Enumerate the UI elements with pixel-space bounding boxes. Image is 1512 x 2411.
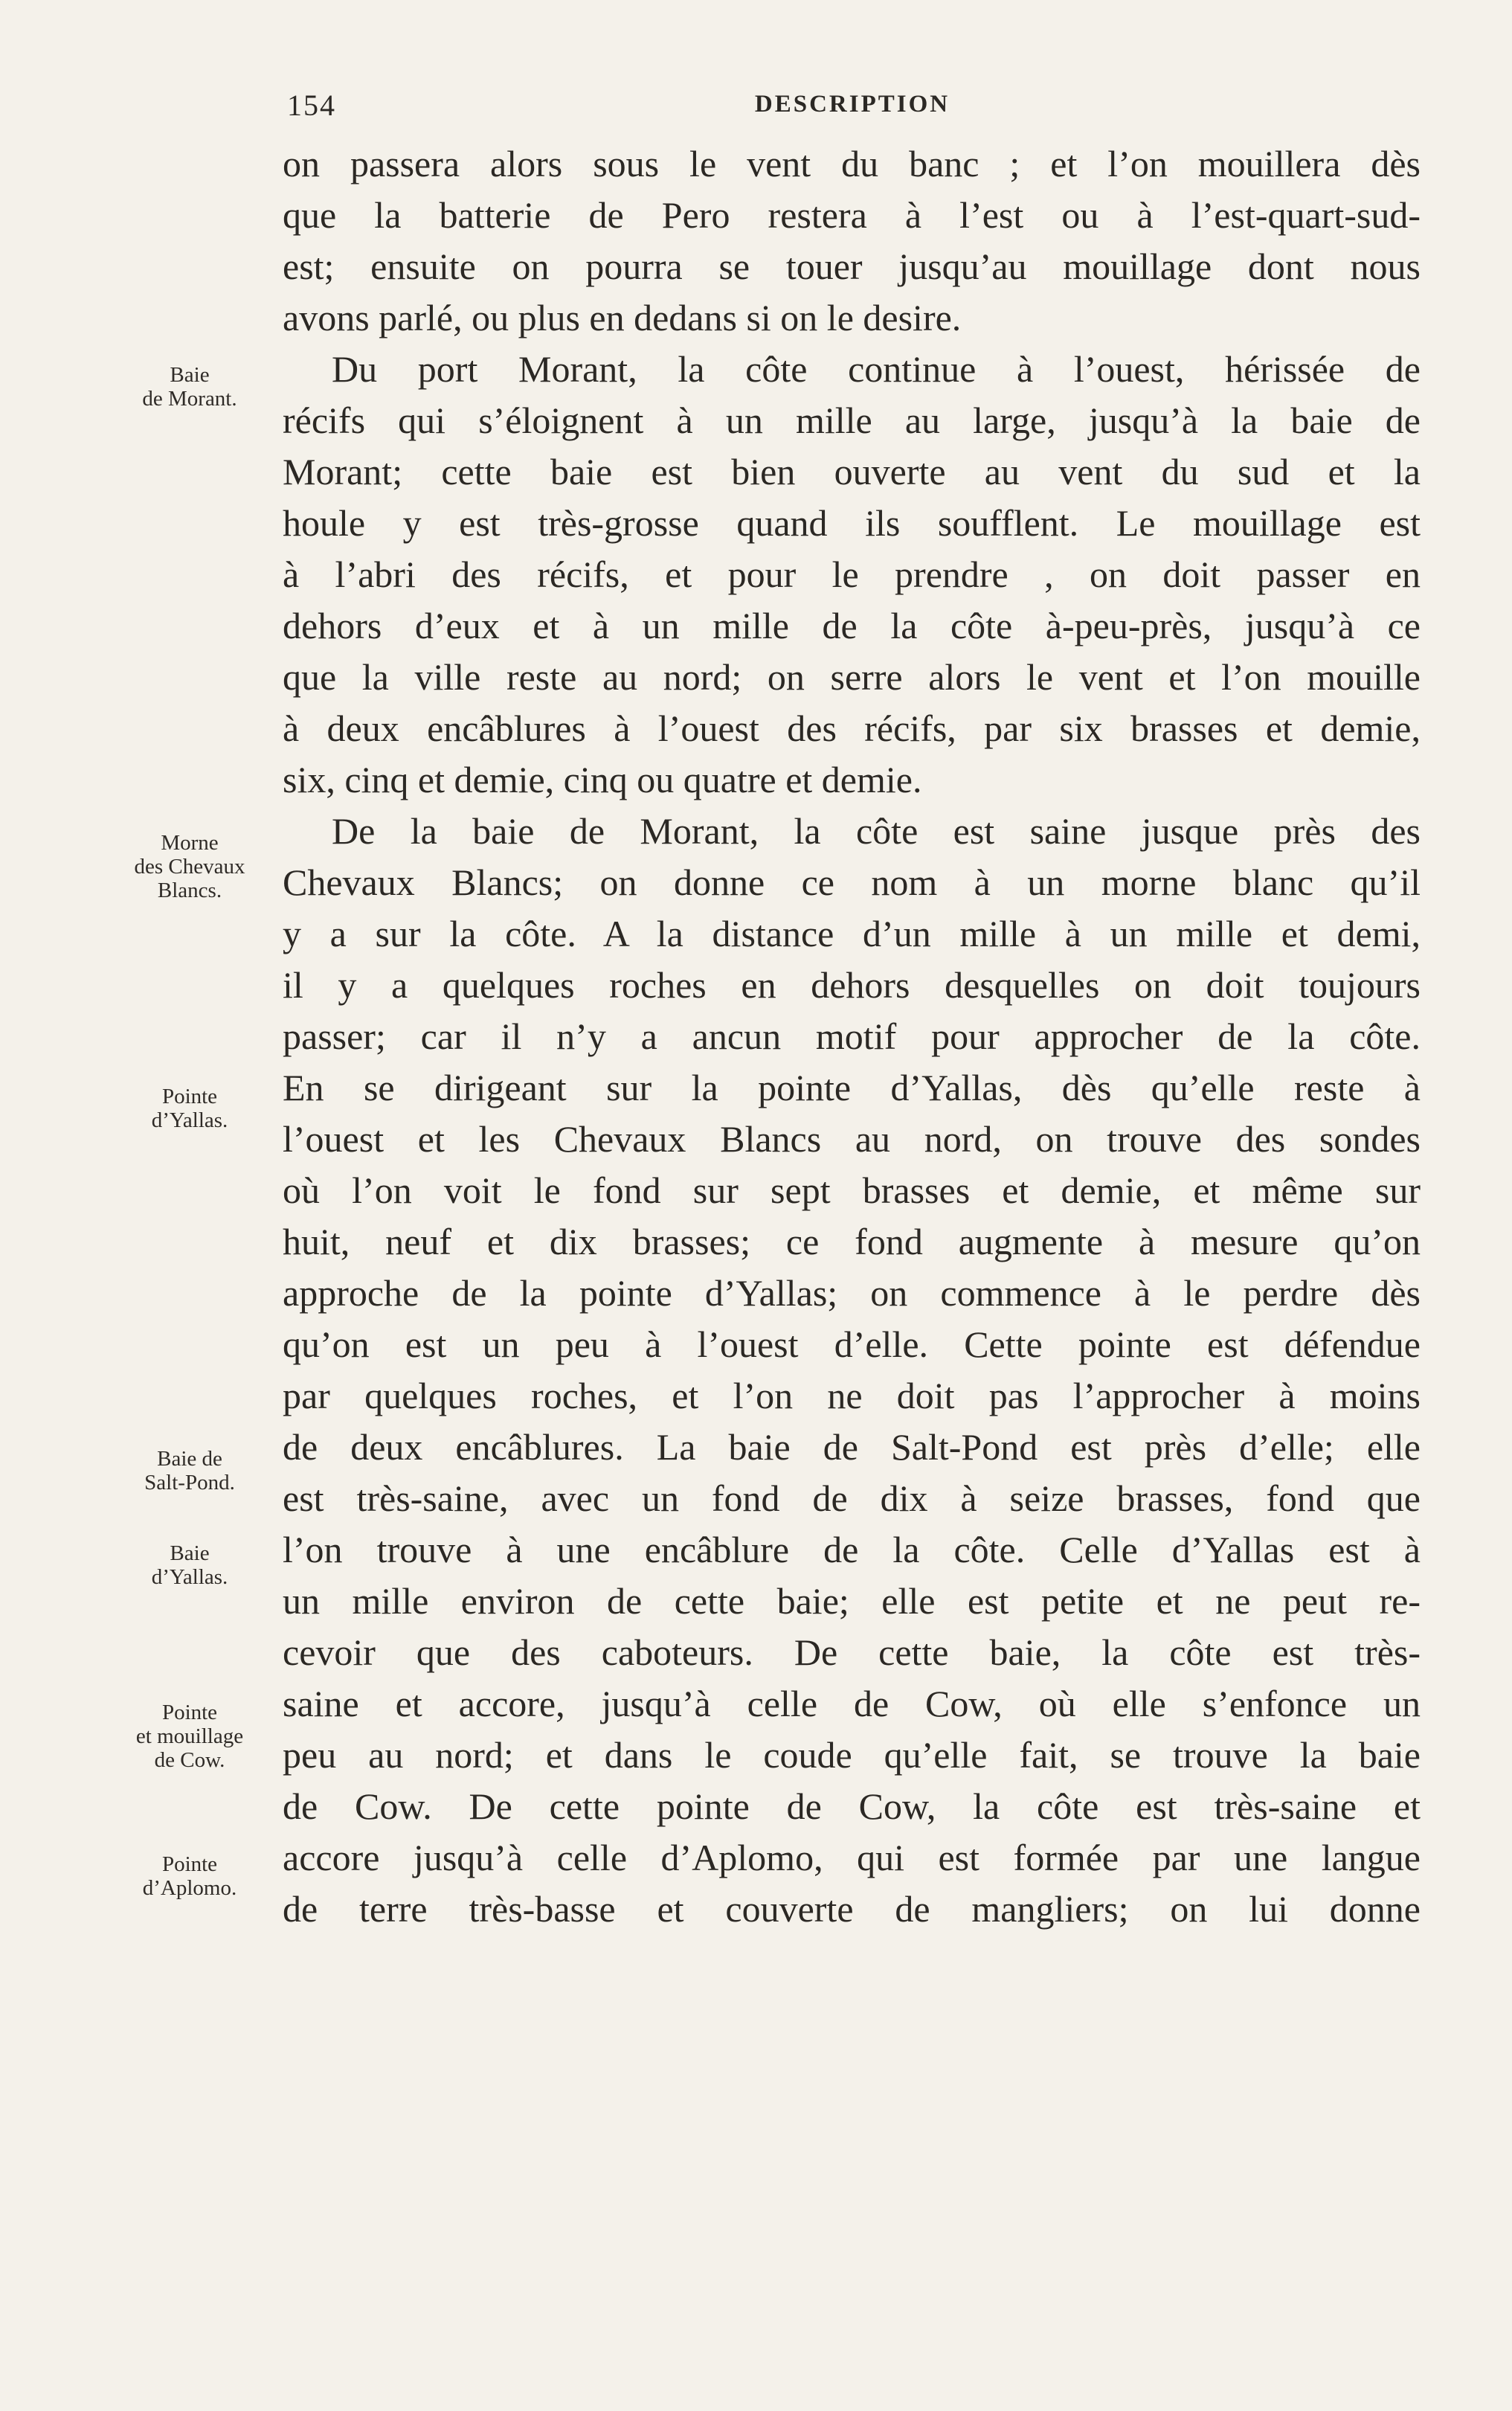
text-line: par quelques roches, et l’on ne doit pas l’approcher à moins [283, 1375, 1421, 1416]
margin-note-morne-chevaux-blancs: Morne des Chevaux Blancs. [134, 831, 245, 902]
text-line: approche de la pointe d’Yallas; on commence à le perdre dès [283, 1272, 1421, 1314]
running-title: DESCRIPTION [754, 91, 950, 118]
text-line: saine et accore, jusqu’à celle de Cow, où elle s’enfonce un [283, 1683, 1421, 1724]
text-line: récifs qui s’éloignent à un mille au large, jusqu’à la baie de [283, 399, 1421, 441]
body-text [283, 138, 1421, 1935]
page-number: 154 [287, 89, 336, 122]
text-line: six, cinq et demie, cinq ou quatre et demie. [283, 759, 922, 800]
text-line: Morant; cette baie est bien ouverte au vent du sud et la [283, 451, 1421, 492]
page-header [284, 88, 1421, 132]
text-line: l’ouest et les Chevaux Blancs au nord, on trouve des sondes [283, 1118, 1421, 1160]
text-line: dehors d’eux et à un mille de la côte à-peu-près, jusqu’à ce [283, 605, 1421, 646]
text-line: Du port Morant, la côte continue à l’ouest, hérissée de [332, 348, 1421, 390]
text-line: avons parlé, ou plus en dedans si on le desire. [283, 297, 962, 338]
text-line: y a sur la côte. A la distance d’un mille à un mille et demi, [283, 913, 1421, 954]
text-line: que la batterie de Pero restera à l’est ou à l’est-quart-sud- [283, 194, 1421, 236]
text-line: Chevaux Blancs; on donne ce nom à un morne blanc qu’il [283, 861, 1421, 903]
margin-note-pointe-aplomo: Pointe d’Aplomo. [142, 1852, 237, 1900]
text-line: de deux encâblures. La baie de Salt-Pond est près d’elle; elle [283, 1426, 1421, 1468]
text-line: huit, neuf et dix brasses; ce fond augmente à mesure qu’on [283, 1221, 1421, 1262]
margin-note-pointe-mouillage-cow: Pointe et mouillage de Cow. [135, 1701, 244, 1772]
text-line: est très-saine, avec un fond de dix à seize brasses, fond que [283, 1477, 1421, 1519]
text-line: peu au nord; et dans le coude qu’elle fait, se trouve la baie [283, 1734, 1421, 1776]
text-line: un mille environ de cette baie; elle est petite et ne peut re- [283, 1580, 1421, 1622]
text-line: De la baie de Morant, la côte est saine jusque près des [332, 810, 1421, 852]
margin-note-baie-salt-pond: Baie de Salt-Pond. [144, 1447, 235, 1495]
text-line: où l’on voit le fond sur sept brasses et demie, et même sur [283, 1169, 1421, 1211]
text-line: houle y est très-grosse quand ils soufflent. Le mouillage est [283, 502, 1421, 544]
text-line: accore jusqu’à celle d’Aplomo, qui est formée par une langue [283, 1837, 1421, 1878]
text-line: l’on trouve à une encâblure de la côte. Celle d’Yallas est à [283, 1529, 1421, 1570]
text-line: à deux encâblures à l’ouest des récifs, par six brasses et demie, [283, 707, 1421, 749]
text-line: de terre très-basse et couverte de mangliers; on lui donne [283, 1888, 1421, 1930]
text-line: cevoir que des caboteurs. De cette baie, la côte est très- [283, 1631, 1421, 1673]
text-line: est; ensuite on pourra se touer jusqu’au mouillage dont nous [283, 245, 1421, 287]
text-line: de Cow. De cette pointe de Cow, la côte est très-saine et [283, 1785, 1421, 1827]
text-line: qu’on est un peu à l’ouest d’elle. Cette pointe est défendue [283, 1323, 1421, 1365]
text-line: à l’abri des récifs, et pour le prendre , on doit passer en [283, 553, 1421, 595]
text-line: passer; car il n’y a ancun motif pour approcher de la côte. [283, 1015, 1421, 1057]
text-line: on passera alors sous le vent du banc ; et l’on mouillera dès [283, 143, 1421, 184]
margin-note-pointe-yallas: Pointe d’Yallas. [151, 1085, 228, 1132]
text-line: il y a quelques roches en dehors desquelles on doit toujours [283, 964, 1421, 1006]
margin-note-baie-de-morant: Baie de Morant. [142, 363, 237, 411]
text-line: que la ville reste au nord; on serre alors le vent et l’on mouille [283, 656, 1421, 698]
text-line: En se dirigeant sur la pointe d’Yallas, dès qu’elle reste à [283, 1067, 1421, 1108]
margin-note-baie-yallas: Baie d’Yallas. [151, 1541, 228, 1589]
